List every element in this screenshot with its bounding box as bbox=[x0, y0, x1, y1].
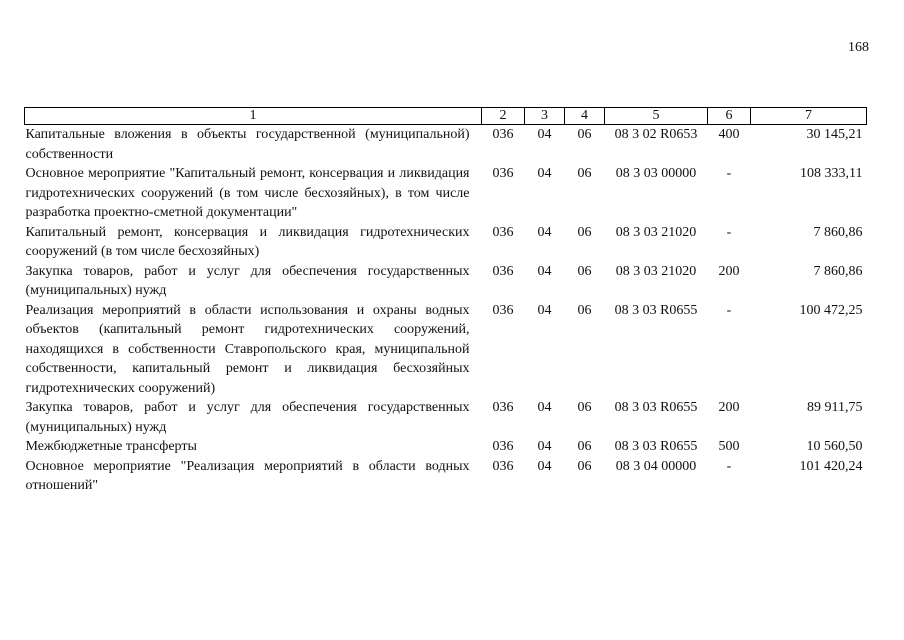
table-row bbox=[25, 223, 867, 262]
column-header-name: 1 bbox=[25, 108, 482, 125]
row-rz: 04 bbox=[537, 263, 552, 279]
row-name: Закупка товаров, работ и услуг для обеспечения государственных (муниципальных) нужд bbox=[25, 400, 470, 435]
table-row bbox=[25, 437, 867, 457]
row-name: Основное мероприятие "Реализация мероприятий в области водных отношений" bbox=[25, 458, 470, 493]
row-vr: - bbox=[726, 166, 732, 181]
row-sum: 100 472,25 bbox=[799, 302, 863, 318]
row-ved: 036 bbox=[492, 166, 514, 181]
table-row bbox=[25, 164, 867, 223]
row-ved: 036 bbox=[492, 458, 514, 474]
row-ved: 036 bbox=[492, 302, 514, 318]
row-pr: 06 bbox=[577, 263, 592, 279]
row-rz: 04 bbox=[537, 127, 552, 142]
row-rz: 04 bbox=[537, 458, 552, 474]
row-sum: 30 145,21 bbox=[806, 127, 863, 142]
row-pr: 06 bbox=[577, 224, 592, 240]
header-row bbox=[25, 108, 867, 125]
row-pr: 06 bbox=[577, 302, 592, 318]
row-csr: 08 3 03 R0655 bbox=[614, 302, 698, 318]
table-row bbox=[25, 262, 867, 301]
row-sum: 101 420,24 bbox=[799, 458, 863, 474]
row-ved: 036 bbox=[492, 127, 514, 142]
row-csr: 08 3 02 R0653 bbox=[614, 127, 698, 142]
row-vr: 200 bbox=[718, 400, 740, 415]
table-row bbox=[25, 125, 867, 165]
row-ved: 036 bbox=[492, 263, 514, 279]
row-sum: 108 333,11 bbox=[800, 166, 863, 181]
column-header-csr: 5 bbox=[605, 108, 708, 125]
row-rz: 04 bbox=[537, 302, 552, 318]
row-vr: - bbox=[726, 224, 732, 240]
row-sum: 10 560,50 bbox=[806, 439, 863, 454]
row-csr: 08 3 03 R0655 bbox=[614, 400, 698, 415]
column-header-sum: 7 bbox=[751, 108, 867, 125]
budget-table bbox=[24, 107, 867, 496]
row-vr: 500 bbox=[718, 439, 740, 454]
row-csr: 08 3 03 21020 bbox=[615, 224, 697, 240]
row-csr: 08 3 04 00000 bbox=[615, 458, 697, 474]
row-sum: 7 860,86 bbox=[813, 263, 863, 279]
row-name: Реализация мероприятий в области использования и охраны водных объектов (капитальный ремонт гидротехнических сооружений, находящихся в собственности Ставропольского края, муниципальной собственности, капитальный ремонт и ликвидация бесхозяйных гидротехнических сооружений) bbox=[25, 302, 470, 396]
row-pr: 06 bbox=[577, 166, 592, 181]
row-rz: 04 bbox=[537, 400, 552, 415]
table-body bbox=[25, 125, 867, 496]
row-vr: 200 bbox=[718, 263, 740, 279]
table-row bbox=[25, 457, 867, 496]
row-csr: 08 3 03 R0655 bbox=[614, 439, 698, 454]
table-header bbox=[25, 108, 867, 125]
column-header-pr: 4 bbox=[565, 108, 605, 125]
row-ved: 036 bbox=[492, 224, 514, 240]
row-name: Основное мероприятие "Капитальный ремонт, консервация и ликвидация гидротехнических сооружений (в том числе бесхозяйных), в том числе разработка проектно-сметной документации" bbox=[25, 166, 470, 220]
column-header-rz: 3 bbox=[525, 108, 565, 125]
row-vr: 400 bbox=[718, 127, 740, 142]
column-header-vr: 6 bbox=[708, 108, 751, 125]
row-name: Капитальные вложения в объекты государственной (муниципальной) собственности bbox=[25, 127, 470, 162]
row-sum: 89 911,75 bbox=[807, 400, 863, 415]
row-csr: 08 3 03 21020 bbox=[615, 263, 697, 279]
row-pr: 06 bbox=[577, 400, 592, 415]
page-number: 168 bbox=[848, 40, 869, 55]
row-pr: 06 bbox=[577, 127, 592, 142]
row-name: Капитальный ремонт, консервация и ликвидация гидротехнических сооружений (в том числе бесхозяйных) bbox=[25, 224, 470, 259]
table-row bbox=[25, 301, 867, 399]
row-name: Межбюджетные трансферты bbox=[25, 439, 197, 454]
row-csr: 08 3 03 00000 bbox=[615, 166, 697, 181]
row-pr: 06 bbox=[577, 458, 592, 474]
row-vr: - bbox=[726, 302, 732, 318]
row-rz: 04 bbox=[537, 166, 552, 181]
row-vr: - bbox=[726, 458, 732, 474]
table-row bbox=[25, 398, 867, 437]
row-name: Закупка товаров, работ и услуг для обеспечения государственных (муниципальных) нужд bbox=[25, 263, 470, 298]
row-ved: 036 bbox=[492, 400, 514, 415]
row-rz: 04 bbox=[537, 224, 552, 240]
row-ved: 036 bbox=[492, 439, 514, 454]
column-header-ved: 2 bbox=[482, 108, 525, 125]
row-sum: 7 860,86 bbox=[813, 224, 863, 240]
row-pr: 06 bbox=[577, 439, 592, 454]
row-rz: 04 bbox=[537, 439, 552, 454]
